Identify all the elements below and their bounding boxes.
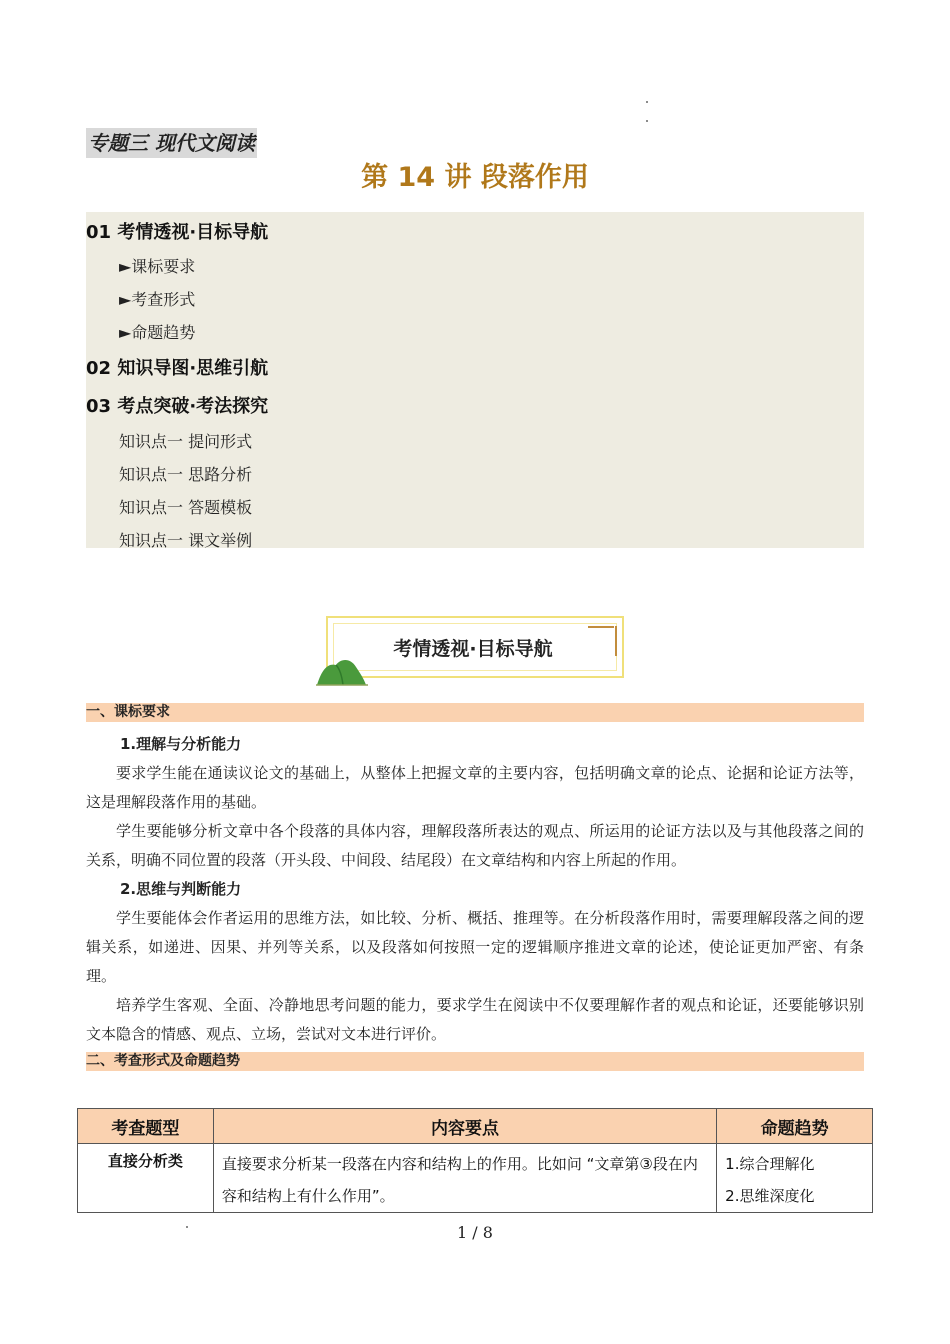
banner-accent (588, 626, 614, 628)
toc-item[interactable]: 知识点一 答题模板 (119, 498, 253, 517)
table-of-contents (86, 212, 864, 548)
toc-item[interactable]: 知识点一 思路分析 (119, 465, 253, 484)
table-header: 考查题型 (78, 1109, 214, 1144)
page-number: 1 / 8 (457, 1223, 493, 1242)
banner-accent (615, 626, 617, 656)
content-cell: 直接要求分析某一段落在内容和结构上的作用。比如问 “文章第③段在内容和结构上有什么作用”。 (213, 1144, 716, 1213)
table-header: 命题趋势 (717, 1109, 873, 1144)
toc-section-title[interactable]: 01 考情透视·目标导航 (86, 222, 269, 243)
table-header: 内容要点 (213, 1109, 716, 1144)
toc-item[interactable]: ►命题趋势 (119, 323, 196, 342)
mountain-icon (316, 655, 368, 687)
scan-dot (646, 120, 648, 122)
question-type-cell: 直接分析类 (78, 1144, 214, 1213)
toc-item[interactable]: ►考查形式 (119, 290, 196, 309)
toc-section-title[interactable]: 02 知识导图·思维引航 (86, 358, 269, 379)
toc-item[interactable]: ►课标要求 (119, 257, 196, 276)
topic-tag: 专题三 现代文阅读 (86, 128, 257, 158)
table-row (78, 1144, 873, 1213)
trend-cell (717, 1144, 873, 1213)
section-heading: 一、课标要求 (86, 703, 864, 722)
section-banner (326, 616, 624, 678)
toc-item[interactable]: 知识点一 提问形式 (119, 432, 253, 451)
subheading: 1.理解与分析能力 (120, 735, 242, 753)
scan-dot (646, 101, 648, 103)
section-heading: 二、考查形式及命题趋势 (86, 1052, 864, 1071)
banner-title: 考情透视·目标导航 (393, 638, 553, 660)
toc-item[interactable]: 知识点一 课文举例 (119, 531, 253, 550)
lecture-title: 第 14 讲 段落作用 (361, 162, 589, 193)
paragraph: 要求学生能在通读议论文的基础上，从整体上把握文章的主要内容，包括明确文章的论点、论据和论证方法等，这是理解段落作用的基础。 (86, 764, 864, 811)
trend-item: 1.综合理解化 (725, 1155, 815, 1173)
paragraph: 学生要能够分析文章中各个段落的具体内容，理解段落所表达的观点、所运用的论证方法以及与其他段落之间的关系，明确不同位置的段落（开头段、中间段、结尾段）在文章结构和内容上所起的作用。 (86, 822, 864, 869)
paragraph: 培养学生客观、全面、冷静地思考问题的能力，要求学生在阅读中不仅要理解作者的观点和论证，还要能够识别文本隐含的情感、观点、立场，尝试对文本进行评价。 (86, 996, 864, 1043)
subheading: 2.思维与判断能力 (120, 880, 242, 898)
exam-format-table (77, 1108, 873, 1213)
toc-section-title[interactable]: 03 考点突破·考法探究 (86, 396, 269, 417)
trend-item: 2.思维深度化 (725, 1187, 815, 1205)
paragraph: 学生要能体会作者运用的思维方法，如比较、分析、概括、推理等。在分析段落作用时，需要理解段落之间的逻辑关系，如递进、因果、并列等关系，以及段落如何按照一定的逻辑顺序推进文章的论述，使论证更加严密、有条理。 (86, 909, 864, 985)
